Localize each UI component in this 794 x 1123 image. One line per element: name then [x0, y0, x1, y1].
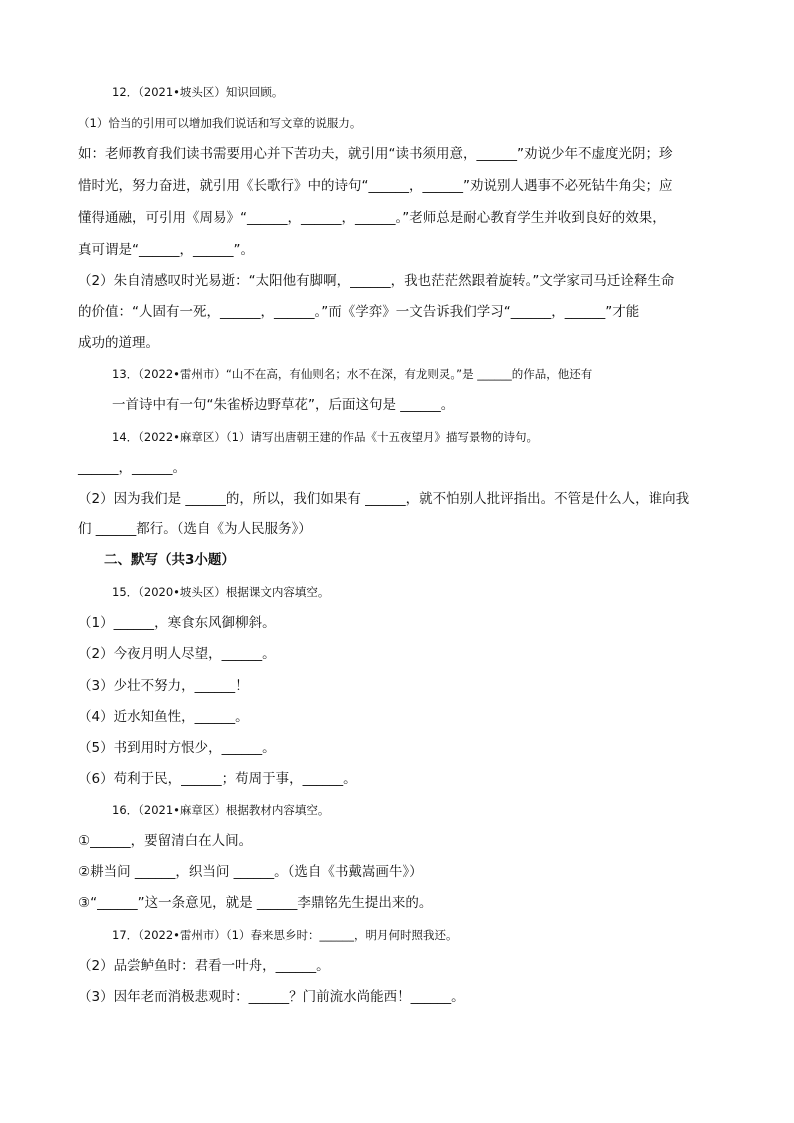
- text-line: （2）因为我们是 ______的，所以，我们如果有 ______，就不怕别人批评指出。不管是什么人，谁向我: [78, 491, 690, 507]
- text-line: （3）少壮不努力，______！: [78, 678, 249, 694]
- text-line: （2）今夜月明人尽望，______。: [78, 646, 276, 662]
- text-line: （4）近水知鱼性，______。: [78, 709, 249, 725]
- text-line: ②耕当问 ______，织当问 ______。（选自《书戴嵩画牛》）: [78, 864, 423, 880]
- text-line: 如：老师教育我们读书需要用心并下苦功夫，就引用“读书须用意，______”劝说少年不虚度光阴；珍: [78, 146, 673, 162]
- text-line: 一首诗中有一句“朱雀桥边野草花”，后面这句是 ______。: [112, 397, 455, 413]
- question-12-header: 12．（2021•坡头区）知识回顾。: [112, 85, 284, 99]
- text-line: 们 ______都行。（选自《为人民服务》）: [78, 521, 312, 537]
- text-line: （5）书到用时方恨少，______。: [78, 740, 276, 756]
- text-line: 真可谓是“______，______”。: [78, 242, 254, 258]
- text-line: ③“______”这一条意见，就是 ______李鼎铭先生提出来的。: [78, 895, 433, 911]
- text-line: 成功的道理。: [78, 335, 159, 351]
- question-15-header: 15．（2020•坡头区）根据课文内容填空。: [112, 585, 330, 599]
- text-line: 懂得通融，可引用《周易》“______，______，______。”老师总是耐心教育学生并收到良好的效果，: [78, 210, 666, 226]
- text-line: ①______，要留清白在人间。: [78, 833, 253, 849]
- question-17-header: 17．（2022•雷州市）（1）春来思乡时：______，明月何时照我还。: [112, 928, 458, 942]
- text-line: （6）苟利于民，______；苟周于事，______。: [78, 771, 357, 787]
- text-line: （2）品尝鲈鱼时：君看一叶舟，______。: [78, 958, 330, 974]
- text-line: （3）因年老而消极悲观时：______？门前流水尚能西！______。: [78, 989, 465, 1005]
- text-line: （1）______，寒食东风御柳斜。: [78, 615, 276, 631]
- text-line: ______，______。: [78, 460, 186, 476]
- question-14-header: 14．（2022•麻章区）（1）请写出唐朝王建的作品《十五夜望月》描写景物的诗句。: [112, 430, 538, 444]
- question-16-header: 16．（2021•麻章区）根据教材内容填空。: [112, 803, 330, 817]
- text-line: 惜时光，努力奋进，就引用《长歌行》中的诗句“______，______”劝说别人遇事不必死钻牛角尖；应: [78, 178, 673, 194]
- question-13-header: 13．（2022•雷州市）“山不在高，有仙则名；水不在深，有龙则灵。”是 ______的作品，他还有: [112, 367, 593, 381]
- section-heading: 二、默写（共3小题）: [104, 552, 235, 568]
- text-line: （1）恰当的引用可以增加我们说话和写文章的说服力。: [78, 116, 362, 130]
- text-line: （2）朱自清感叹时光易逝：“太阳他有脚啊，______，我也茫茫然跟着旋转。”文学家司马迁诠释生命: [78, 273, 675, 289]
- text-line: 的价值：“人固有一死，______，______。”而《学弈》一文告诉我们学习“______，______”才能: [78, 304, 640, 320]
